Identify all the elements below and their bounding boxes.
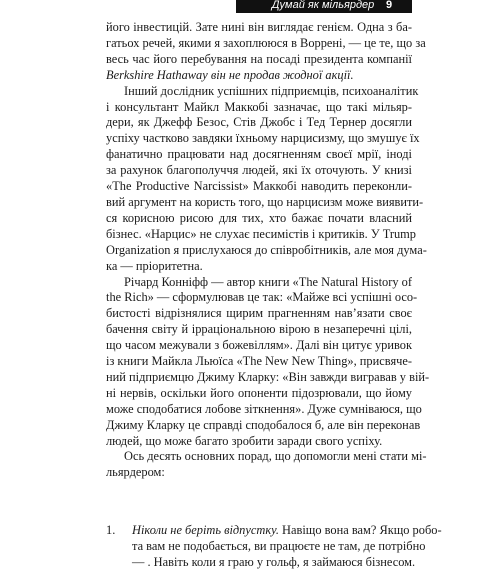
text-line — [106, 523, 442, 539]
company-name: Berkshire Hathaway він не продав жодної акції. — [106, 67, 354, 82]
text-line — [106, 68, 412, 84]
text-line: фанатично працювати над досягненням своєї мрії, іноді — [106, 147, 412, 162]
text-line: the Rich» — сформулював це так: «Майже всі успішні осо- — [106, 290, 418, 305]
list-item-lead: Ніколи не беріть відпустку. — [132, 523, 279, 538]
text-line: дери, як Джефф Безос, Стів Джобс і Тед Тернер досягли — [106, 115, 412, 130]
spacer — [106, 481, 412, 523]
text-line: бізнес. «Нарцис» не слухає песимістів і критиків. У Trump — [106, 226, 416, 241]
text-line: бачення світу й ірраціональною вірою в незаперечні цілі, — [106, 322, 412, 337]
text-line: та вам не подобається, ви працюєте не там, де потрібно — [132, 539, 426, 554]
text-line: його інвестицій. Зате нині він виглядає генієм. Одна з ба- — [106, 20, 412, 34]
text-line: із книги Майкла Льюїса «The New New Thing», присвяче- — [106, 354, 412, 369]
text-line: Інший дослідник успішних підприємців, психоаналітик — [124, 83, 419, 98]
text-line: людей, що може багато зробити заради свого успіху. — [106, 433, 383, 448]
body-text — [106, 20, 442, 571]
text-line: Джиму Кларку це справді сподобалося б, але він переконав — [106, 417, 421, 432]
list-item — [106, 523, 442, 571]
running-title: Думай як мільярдер — [271, 0, 375, 11]
paragraph-3 — [106, 274, 430, 450]
text-line: Ось десять основних порад, що допомогли мені стати мі- — [124, 449, 427, 464]
paragraph-1 — [106, 20, 426, 84]
text-line: успіху частково завдяки їхньому нарцисизму, що змушує їх — [106, 131, 420, 146]
page-number: 9 — [386, 0, 393, 11]
text-line: бистості відрізнялися щирим прагненням нав’язати своє — [106, 306, 412, 321]
list-item-text: Навіщо вона вам? Якщо робо- — [278, 523, 442, 538]
text-line: може сподобатися лобове зіткнення». Дуже сумніваюся, що — [106, 401, 422, 416]
text-line: що часом межували з божевіллям». Далі він цитує уривок — [106, 338, 412, 353]
text-line: — . Навіть коли я граю у гольф, я займаюся бізнесом. — [132, 555, 416, 570]
text-line: ні нервів, оскільки його опоненти підозрювали, що йому — [106, 385, 412, 400]
text-line: і консультант Майкл Маккобі зазначає, що такі мільяр- — [106, 99, 412, 114]
paragraph-4 — [106, 449, 427, 481]
text-line: вий аргумент на користь того, що нарцисизм може виявити- — [106, 194, 424, 209]
paragraph-2 — [106, 83, 427, 275]
page-header — [0, 0, 500, 14]
text-line: весь час його перебування на посаді президента компанії — [106, 51, 412, 66]
text-line: «The Productive Narcissist» Маккобі наводить переконли- — [106, 179, 412, 194]
text-line: ка — пріоритетна. — [106, 258, 203, 273]
text-line: Organization я прислухаюся до співробітників, але моя дума- — [106, 242, 427, 257]
list-number: 1. — [106, 523, 116, 538]
numbered-list — [106, 523, 442, 571]
text-line: ся корисною рисою для тих, хто бажає почати власний — [106, 210, 412, 225]
text-line: ний підприємцю Джиму Кларку: «Він завжди вигравав у вій- — [106, 369, 430, 384]
text-line: Річард Конніфф — автор книги «The Natural History of — [124, 274, 412, 289]
text-line: за рахунок благополуччя людей, які їх оточують. У книзі — [106, 163, 412, 178]
text-line: льярдером: — [106, 465, 165, 480]
text-line: гатьох речей, якими я захоплююся в Воррені, — це те, що за — [106, 35, 426, 50]
